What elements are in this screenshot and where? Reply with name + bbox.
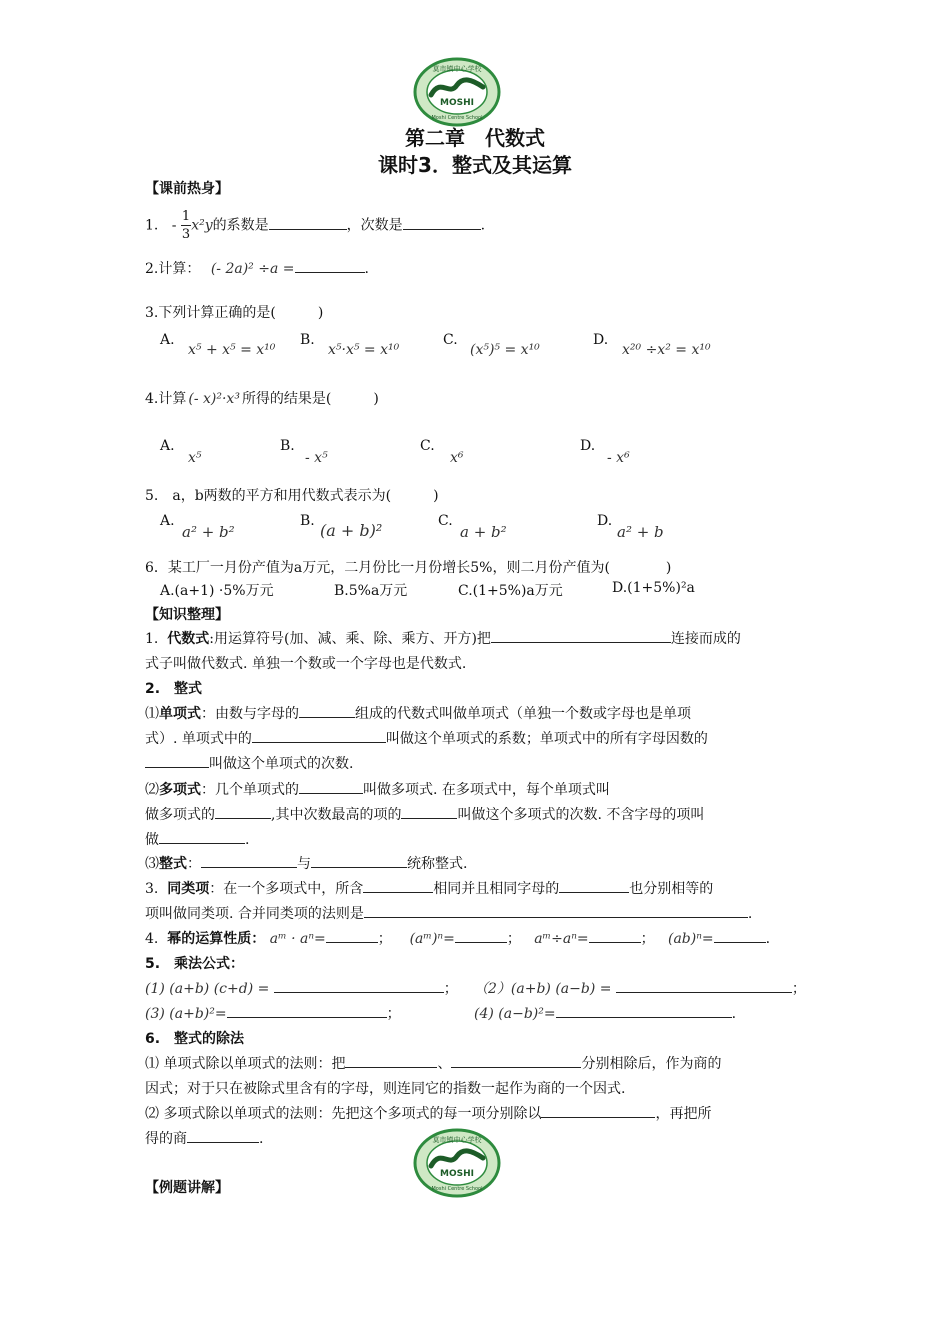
answer-blank[interactable] xyxy=(295,258,365,273)
fraction: $\frac{1}{3}$ xyxy=(181,209,191,242)
option-a[interactable]: A. xyxy=(160,332,175,348)
answer-blank[interactable] xyxy=(364,903,748,918)
answer-blank[interactable] xyxy=(616,978,792,993)
school-logo xyxy=(413,1128,501,1198)
answer-blank[interactable] xyxy=(274,978,444,993)
option-b[interactable]: B.5%a万元 xyxy=(334,583,408,599)
school-logo xyxy=(413,57,501,127)
knowledge-5-heading: 5. 乘法公式： xyxy=(145,956,245,972)
answer-blank[interactable] xyxy=(556,1003,732,1018)
answer-blank[interactable] xyxy=(299,779,363,794)
option-c[interactable]: C. xyxy=(443,332,458,348)
svg-text:莫市镇中心学校: 莫市镇中心学校 xyxy=(432,1136,482,1144)
knowledge-2-1: ⑴单项式：由数与字母的 组成的代数式叫做单项式（单独一个数或字母也是单项 式）. 单项式中的 叫做这个单项式的系数；单项式中的所有字母因数的 叫做这个单项式的次数. xyxy=(145,702,807,777)
answer-blank[interactable] xyxy=(401,804,457,819)
answer-blank[interactable] xyxy=(455,928,507,943)
knowledge-1: 1. 代数式:用运算符号(加、减、乘、除、乘方、开方)把 连接而成的 式子叫做代数式. 单独一个数或一个字母也是代数式. xyxy=(145,627,807,677)
question-3: 3.下列计算正确的是( ) xyxy=(145,305,324,321)
answer-blank[interactable] xyxy=(403,215,481,230)
answer-blank[interactable] xyxy=(559,878,629,893)
option-a[interactable]: A. xyxy=(160,438,175,454)
svg-text:莫市镇中心学校: 莫市镇中心学校 xyxy=(432,65,482,73)
svg-text:MOSHI: MOSHI xyxy=(440,1169,474,1179)
option-d[interactable]: D.(1+5%)²a xyxy=(612,580,695,596)
answer-blank[interactable] xyxy=(451,1053,581,1068)
knowledge-6-heading: 6. 整式的除法 xyxy=(145,1031,245,1047)
lesson-title: 课时3．整式及其运算 xyxy=(378,153,572,177)
answer-blank[interactable] xyxy=(227,1003,387,1018)
question-6: 6．某工厂一月份产值为a万元，二月份比一月份增长5%，则二月份产值为( ) xyxy=(145,560,672,576)
answer-blank[interactable] xyxy=(363,878,433,893)
option-d[interactable]: D. xyxy=(580,438,596,454)
option-c[interactable]: C.(1+5%)a万元 xyxy=(458,583,563,599)
knowledge-4: 4. 幂的运算性质： aᵐ · aⁿ= ； (aᵐ)ⁿ= ； aᵐ÷aⁿ= ； (ab)ⁿ= . xyxy=(145,927,807,952)
question-5: 5. a，b两数的平方和用代数式表示为( ) xyxy=(145,488,439,504)
section-examples: 【例题讲解】 xyxy=(145,1180,229,1196)
option-b[interactable]: B. xyxy=(300,513,315,529)
knowledge-3: 3. 同类项：在一个多项式中，所含 相同并且相同字母的 也分别相等的 项叫做同类项. 合并同类项的法则是 . xyxy=(145,877,807,927)
svg-text:Moshi Centre School: Moshi Centre School xyxy=(431,115,483,121)
answer-blank[interactable] xyxy=(252,728,386,743)
chapter-title: 第二章 代数式 xyxy=(405,126,545,150)
option-a[interactable]: A.(a+1) ·5%万元 xyxy=(160,583,274,599)
formula-3: (3) (a+b)²= ； xyxy=(145,1002,401,1027)
formula-1: (1) (a+b) (c+d) = ； xyxy=(145,977,458,1002)
option-d[interactable]: D. xyxy=(593,332,609,348)
question-2: 2.计算： (- 2a)² ÷a = . xyxy=(145,258,369,278)
option-c[interactable]: C. xyxy=(438,513,453,529)
answer-blank[interactable] xyxy=(491,628,671,643)
section-warmup: 【课前热身】 xyxy=(145,181,229,197)
knowledge-6-2: ⑵ 多项式除以单项式的法则：先把这个多项式的每一项分别除以 ，再把所 得的商 . xyxy=(145,1102,807,1152)
formula-4: (4) (a−b)²= . xyxy=(474,1002,736,1027)
formula-2: （2）(a+b) (a−b) = ； xyxy=(474,977,806,1002)
knowledge-2-2: ⑵多项式：几个单项式的 叫做多项式. 在多项式中，每个单项式叫 做多项式的 ,其中次数最高的项的 叫做这个多项式的次数. 不含字母的项叫 做 . xyxy=(145,778,807,853)
answer-blank[interactable] xyxy=(159,829,245,844)
question-1: 1. - $\frac{1}{3}$ x²y的系数是 ，次数是 . xyxy=(145,209,486,242)
section-knowledge: 【知识整理】 xyxy=(145,607,229,623)
answer-blank[interactable] xyxy=(589,928,641,943)
answer-blank[interactable] xyxy=(541,1103,655,1118)
svg-text:MOSHI: MOSHI xyxy=(440,98,474,108)
answer-blank[interactable] xyxy=(326,928,378,943)
answer-blank[interactable] xyxy=(187,1128,259,1143)
option-a[interactable]: A. xyxy=(160,513,175,529)
answer-blank[interactable] xyxy=(299,703,355,718)
option-b[interactable]: B. xyxy=(300,332,315,348)
knowledge-2-heading: 2. 整式 xyxy=(145,681,203,697)
option-c[interactable]: C. xyxy=(420,438,435,454)
answer-blank[interactable] xyxy=(215,804,271,819)
answer-blank[interactable] xyxy=(714,928,766,943)
answer-blank[interactable] xyxy=(269,215,347,230)
answer-blank[interactable] xyxy=(145,753,209,768)
knowledge-6-1: ⑴ 单项式除以单项式的法则：把 、 分别相除后，作为商的 因式；对于只在被除式里含有的字母，则连同它的指数一起作为商的一个因式. xyxy=(145,1052,807,1102)
svg-text:Moshi Centre School: Moshi Centre School xyxy=(431,1186,483,1192)
question-4: 4.计算 (- x)²·x³ 所得的结果是( ) xyxy=(145,391,379,407)
knowledge-2-3: ⑶整式： 与 统称整式. xyxy=(145,852,807,877)
answer-blank[interactable] xyxy=(345,1053,437,1068)
option-d[interactable]: D. xyxy=(597,513,613,529)
option-b[interactable]: B. xyxy=(280,438,295,454)
answer-blank[interactable] xyxy=(201,853,297,868)
answer-blank[interactable] xyxy=(311,853,407,868)
